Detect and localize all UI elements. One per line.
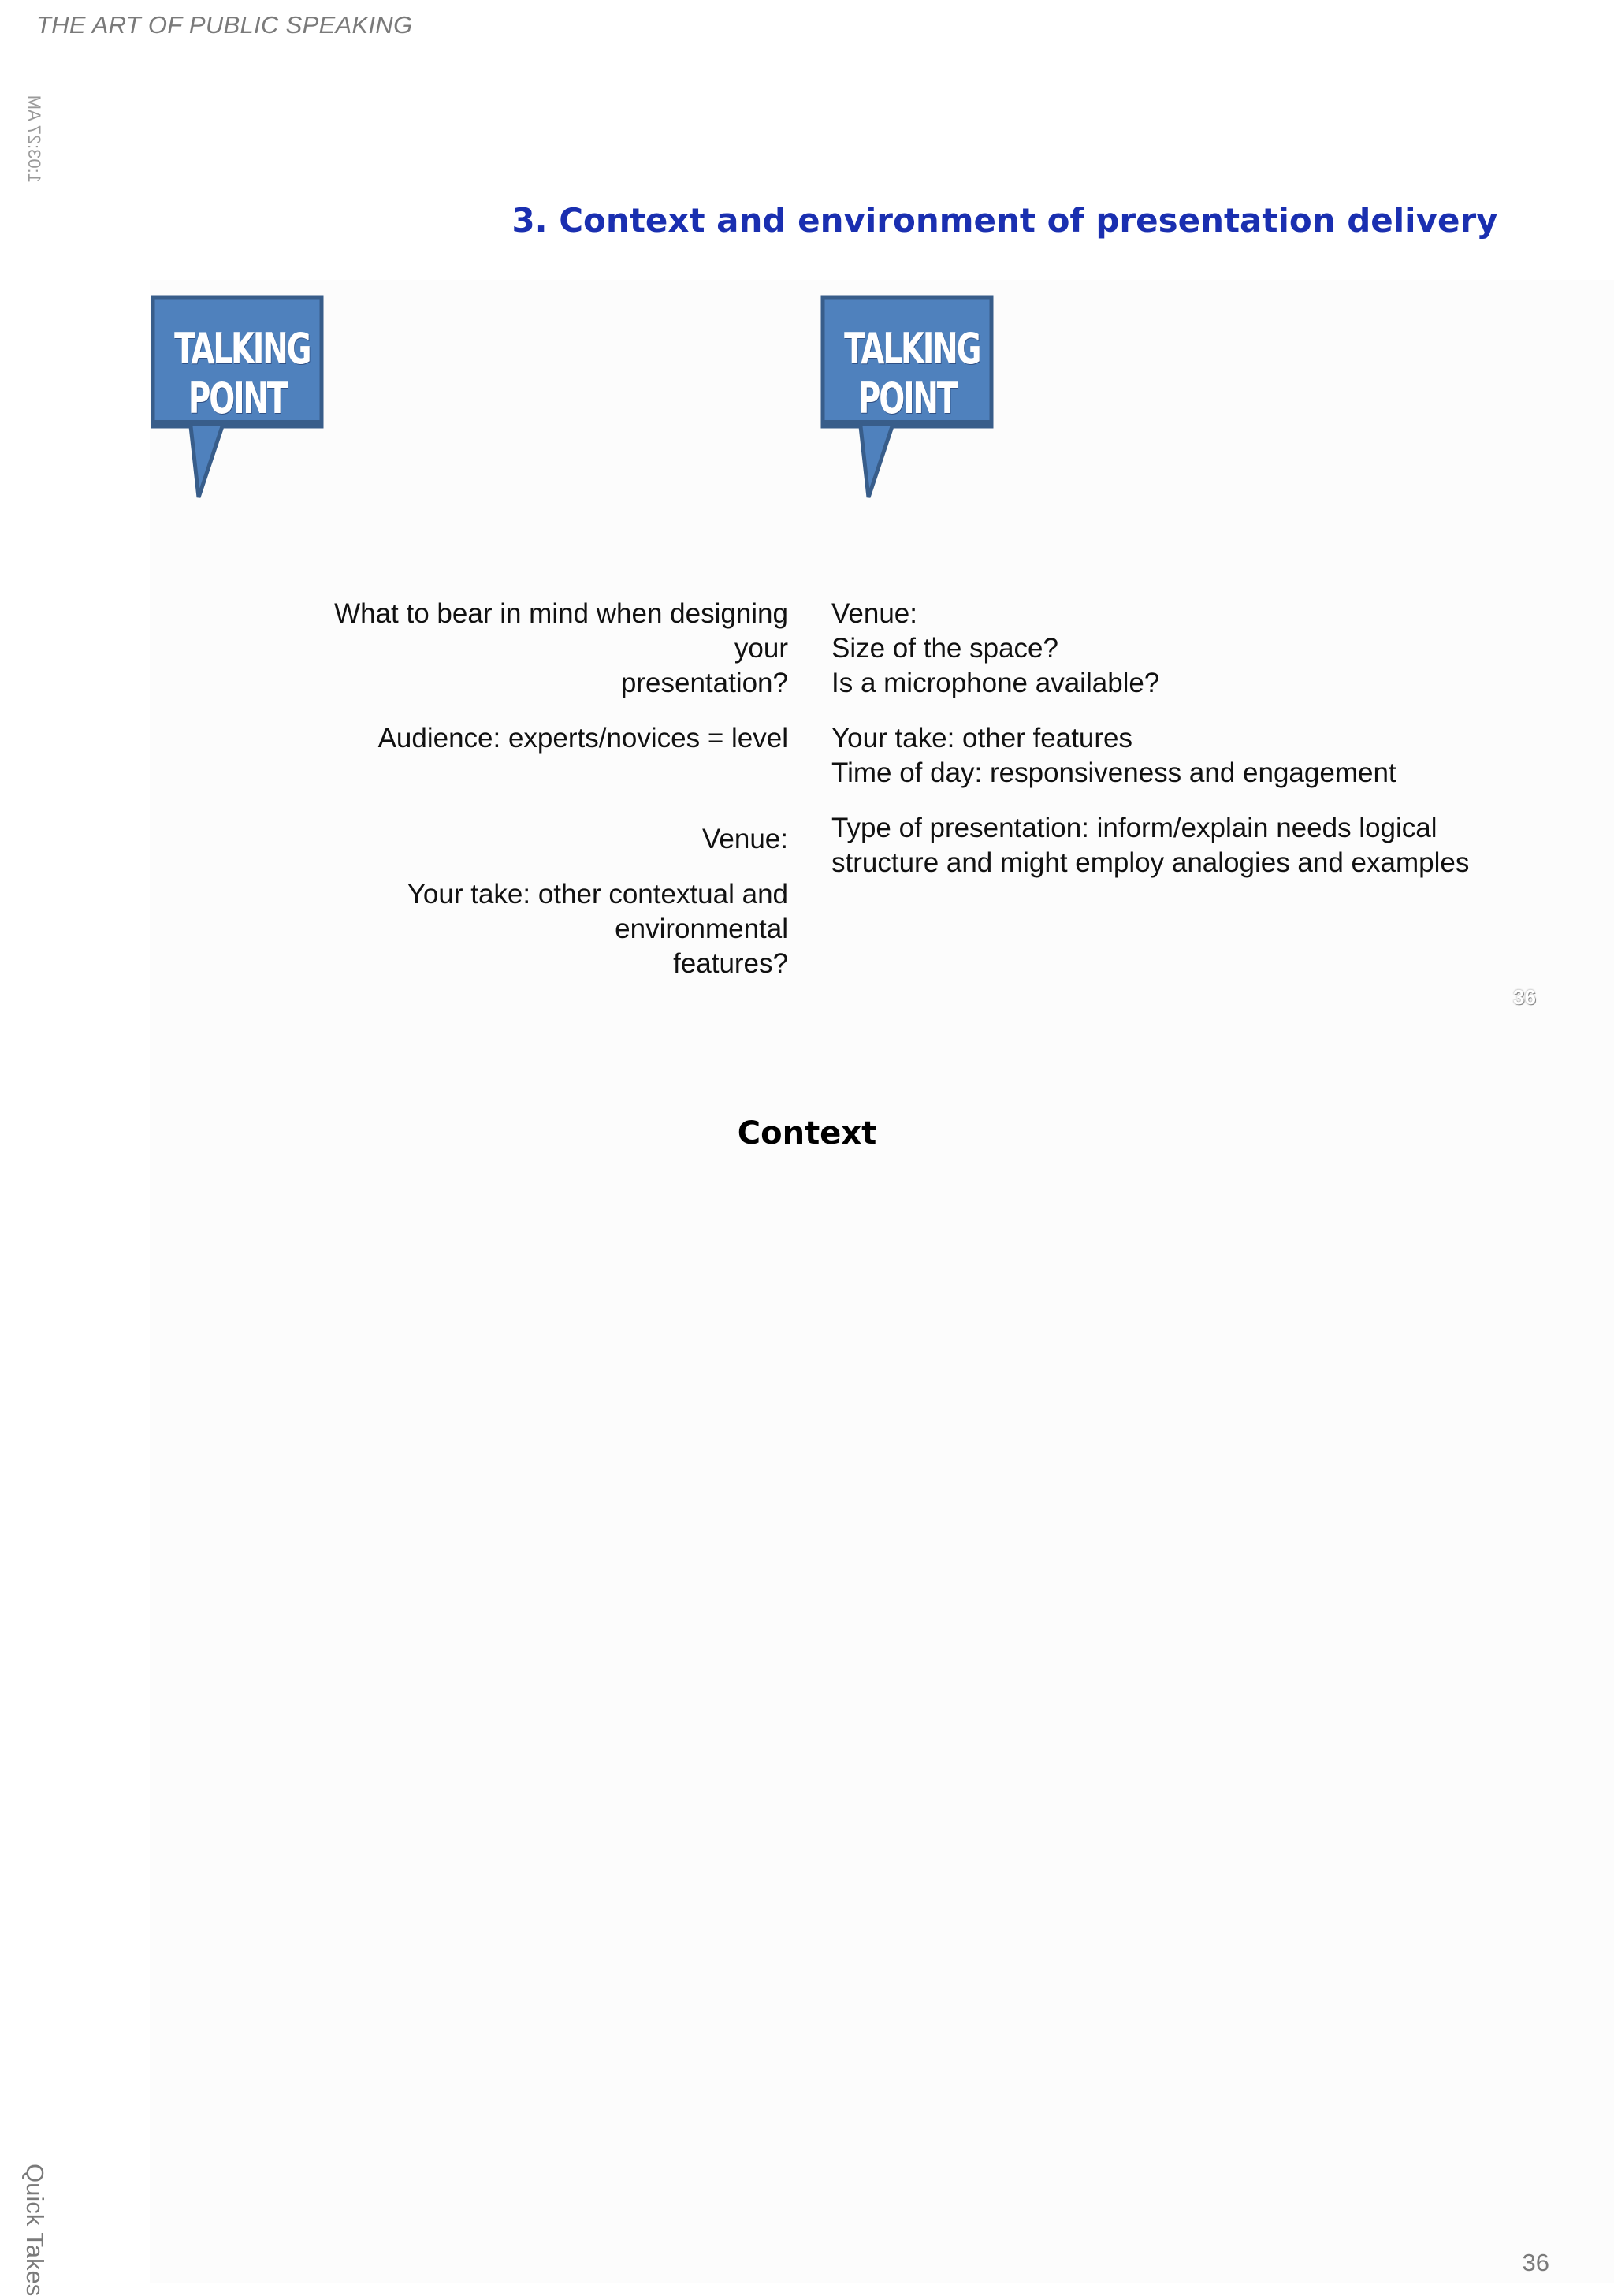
text-line: Size of the space? (831, 633, 1058, 664)
text-line: Audience: experts/novices = level (377, 723, 788, 754)
text-line: presentation? (620, 668, 788, 698)
text-line: Time of day: responsiveness and engagement (831, 757, 1396, 788)
talking-point-badge-left (150, 294, 339, 507)
text-line: What to bear in mind when designing your (334, 598, 788, 664)
text-line: Your take: other contextual and environmental (407, 879, 788, 944)
left-column-text (284, 597, 788, 981)
page-background (150, 280, 1614, 2283)
page-number: 36 (1522, 2249, 1549, 2276)
talking-point-badge-right (820, 294, 1009, 507)
text-line: Your take: other features (831, 723, 1133, 754)
slide-timestamp: 1:03:27 AM (24, 95, 44, 183)
text-line: Venue: (702, 824, 788, 854)
text-line: features? (673, 948, 788, 979)
right-column-text (831, 597, 1541, 880)
text-line: Venue: (831, 598, 917, 629)
text-line: Is a microphone available? (831, 668, 1160, 698)
text-line: Type of presentation: inform/explain needs logical (831, 813, 1437, 843)
slide-number: 36 (1513, 985, 1536, 1009)
section-heading: Context (737, 1115, 877, 1152)
slide-title: 3. Context and environment of presentation delivery (511, 201, 1498, 240)
running-header: THE ART OF PUBLIC SPEAKING (36, 11, 413, 39)
talking-point-label: TALKING POINT (174, 324, 311, 423)
side-label: Quick Takes (21, 2164, 49, 2296)
text-line: structure and might employ analogies and examples (831, 847, 1470, 878)
talking-point-label: TALKING POINT (844, 324, 980, 423)
